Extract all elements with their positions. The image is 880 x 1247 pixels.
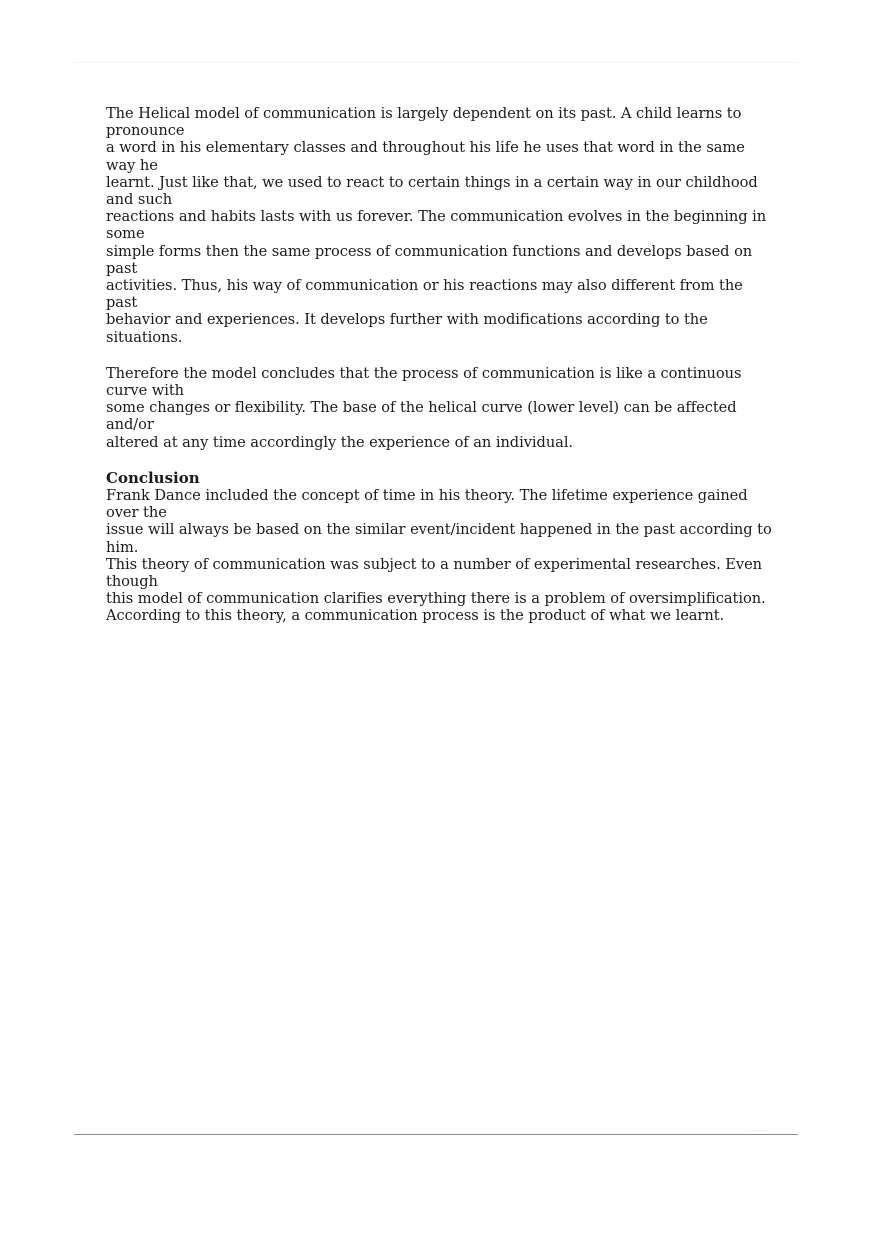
paragraph-helical-model: The Helical model of communication is largely dependent on its past. A child learns to pronounce a word in his elementary classes and throughout his life he uses that word in the same way he learnt. Just like that, we used to react to certain things in a certain way in our childhood and such reactions and habits lasts with us forever. The communication evolves in the beginning in some simple forms then the same process of communication functions and develops based on past activities. Thus, his way of communication or his reactions may also different from the past behavior and experiences. It develops further with modifications according to the situations. — [106, 105, 767, 346]
header-divider — [74, 62, 798, 63]
footer-divider — [74, 1134, 798, 1135]
conclusion-heading: Conclusion — [106, 468, 200, 487]
footer-mark: · ·· ·· — [748, 1128, 765, 1135]
document-body — [106, 105, 774, 625]
paragraph-conclusion: Frank Dance included the concept of time in his theory. The lifetime experience gained over the issue will always be based on the similar event/incident happened in the past according to him. This theory of communication was subject to a number of experimental researches. Even though this model of communication clarifies everything there is a problem of oversimplification. According to this theory, a communication process is the product of what we learnt. — [106, 487, 772, 625]
paragraph-model-conclusion: Therefore the model concludes that the process of communication is like a continuous curve with some changes or flexibility. The base of the helical curve (lower level) can be affected and/or altered at any time accordingly the experience of an individual. — [106, 364, 742, 451]
